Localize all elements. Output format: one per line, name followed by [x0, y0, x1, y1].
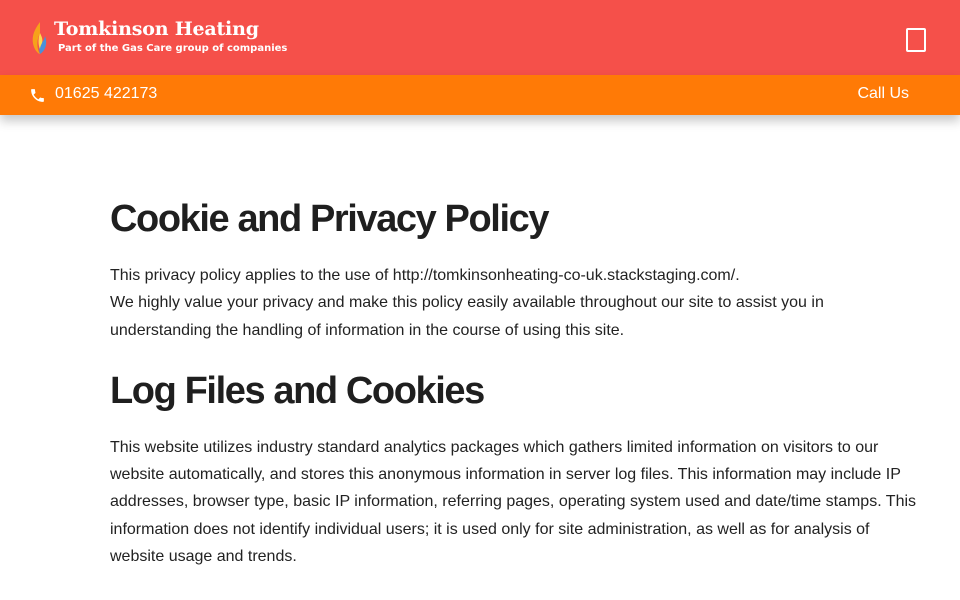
log-files-paragraph: This website utilizes industry standard analytics packages which gathers limited information on visitors to our website automatically, and stores this anonymous information in server log files. This information may include IP addresses, browser type, basic IP information, referring pages, operating system used and date/time stamps. This information does not identify individual users; it is used only for site administration, as well as for analysis of website usage and trends.	[110, 438, 917, 566]
brand-name: Tomkinson Heating	[54, 18, 259, 40]
policy-content	[110, 196, 920, 570]
section-heading-log-files: Log Files and Cookies	[110, 369, 484, 412]
site-logo[interactable]	[30, 18, 288, 58]
site-header	[0, 0, 960, 75]
call-bar	[0, 75, 960, 115]
intro-line-2: We highly value your privacy and make this policy easily available throughout our site to assist you in understanding the handling of information in the course of using this site.	[110, 294, 824, 339]
call-us-link[interactable]: Call Us	[857, 85, 909, 102]
phone-number-link[interactable]: 01625 422173	[55, 85, 158, 102]
brand-tagline: Part of the Gas Care group of companies	[58, 43, 288, 54]
phone-icon	[29, 87, 46, 104]
flame-logo-icon	[30, 21, 50, 55]
intro-line-1: This privacy policy applies to the use of http://tomkinsonheating-co-uk.stackstaging.com/.	[110, 267, 740, 284]
hamburger-menu-icon[interactable]	[906, 28, 926, 52]
intro-paragraph	[110, 262, 920, 344]
page-title: Cookie and Privacy Policy	[110, 198, 549, 240]
